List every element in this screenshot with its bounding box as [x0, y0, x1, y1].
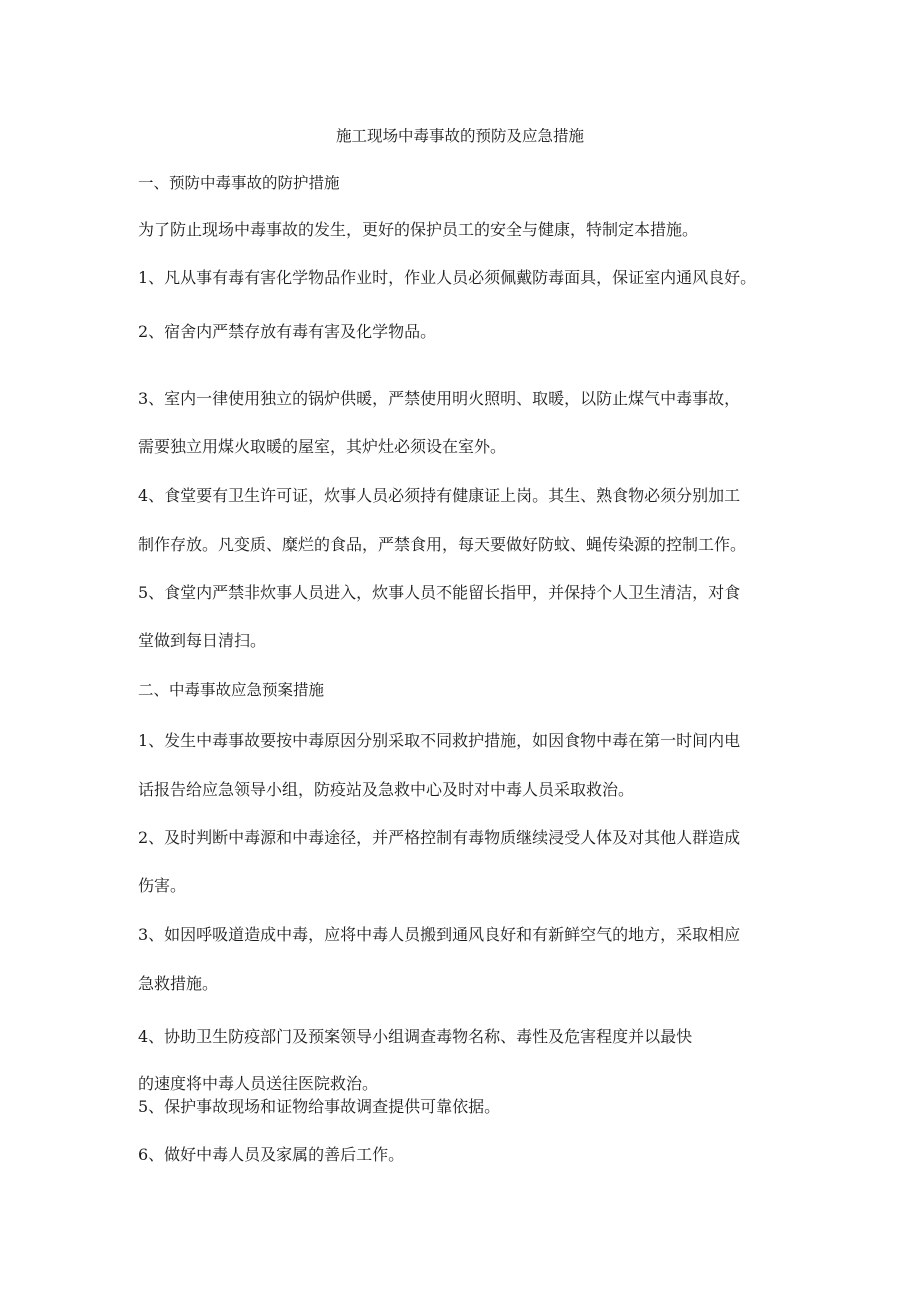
paragraph-line: 伤害。	[138, 876, 187, 895]
section-heading: 二、中毒事故应急预案措施	[138, 681, 325, 699]
paragraph-line: 为了防止现场中毒事故的发生，更好的保护员工的安全与健康，特制定本措施。	[138, 220, 699, 239]
paragraph-line: 2、宿舍内严禁存放有毒有害及化学物品。	[138, 322, 437, 341]
paragraph-line: 4、食堂要有卫生许可证，炊事人员必须持有健康证上岗。其生、熟食物必须分别加工	[138, 486, 741, 505]
paragraph-line: 1、凡从事有毒有害化学物品作业时，作业人员必须佩戴防毒面具，保证室内通风良好。	[138, 268, 757, 287]
paragraph-line: 4、协助卫生防疫部门及预案领导小组调查毒物名称、毒性及危害程度并以最快	[138, 1027, 693, 1046]
paragraph-line: 需要独立用煤火取暖的屋室，其炉灶必须设在室外。	[138, 437, 507, 456]
paragraph-line: 5、食堂内严禁非炊事人员进入，炊事人员不能留长指甲，并保持个人卫生清洁，对食	[138, 583, 741, 602]
section-heading: 一、预防中毒事故的防护措施	[138, 174, 340, 192]
paragraph-line: 制作存放。凡变质、糜烂的食品，严禁食用，每天要做好防蚊、蝇传染源的控制工作。	[138, 535, 747, 554]
paragraph-line: 的速度将中毒人员送往医院救治。	[138, 1074, 379, 1093]
paragraph-line: 2、及时判断中毒源和中毒途径，并严格控制有毒物质继续浸受人体及对其他人群造成	[138, 828, 741, 847]
paragraph-line: 1、发生中毒事故要按中毒原因分别采取不同救护措施，如因食物中毒在第一时间内电	[138, 731, 741, 750]
paragraph-line: 急救措施。	[138, 974, 219, 993]
document-title: 施工现场中毒事故的预防及应急措施	[335, 127, 584, 145]
paragraph-line: 堂做到每日清扫。	[138, 631, 267, 650]
paragraph-line: 6、做好中毒人员及家属的善后工作。	[138, 1145, 405, 1164]
paragraph-line: 3、室内一律使用独立的锅炉供暖，严禁使用明火照明、取暖，以防止煤气中毒事故，	[138, 389, 741, 408]
paragraph-line: 3、如因呼吸道造成中毒，应将中毒人员搬到通风良好和有新鲜空气的地方，采取相应	[138, 925, 741, 944]
paragraph-line: 5、保护事故现场和证物给事故调查提供可靠依据。	[138, 1097, 501, 1116]
paragraph-line: 话报告给应急领导小组，防疫站及急救中心及时对中毒人员采取救治。	[138, 780, 635, 799]
